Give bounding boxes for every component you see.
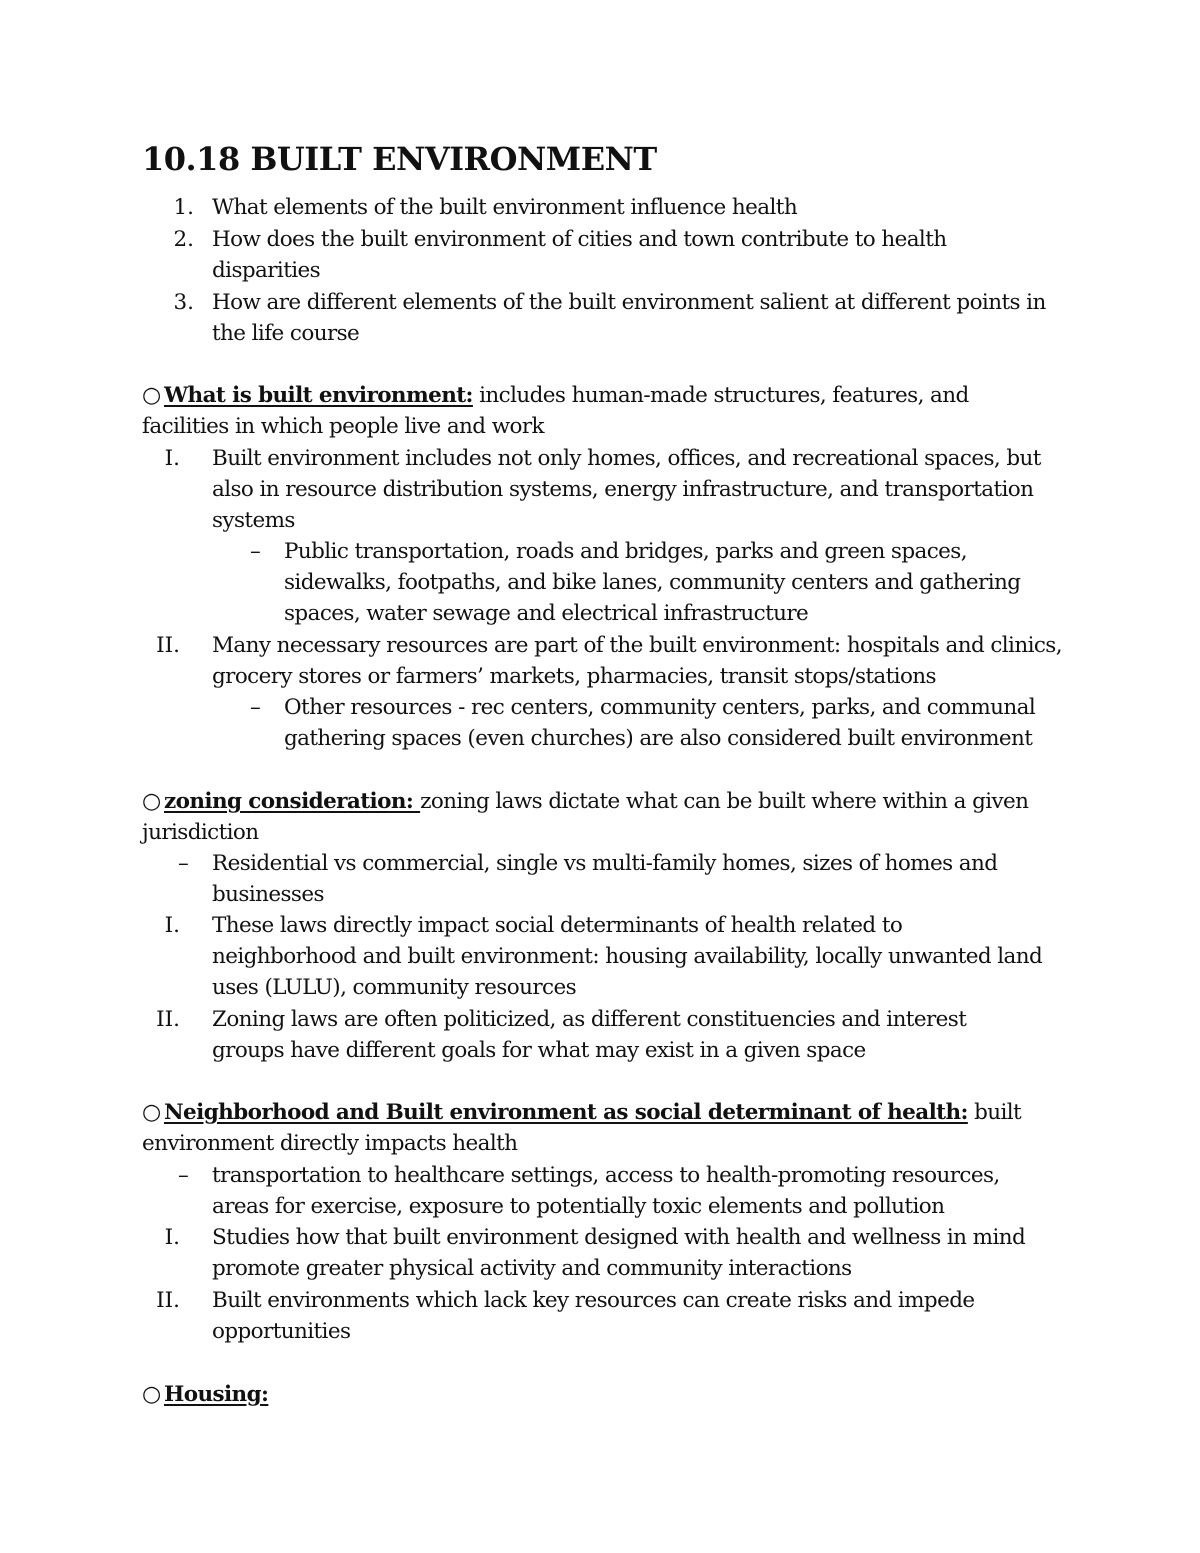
roman-marker: I. — [164, 913, 180, 938]
section-intro-paragraph — [142, 1379, 742, 1410]
roman-marker: I. — [164, 446, 180, 471]
question-number: 3. — [173, 290, 194, 315]
section-intro-paragraph — [142, 1097, 1022, 1159]
roman-marker: II. — [156, 1288, 180, 1313]
question-text: What elements of the built environment influence health — [212, 195, 798, 220]
hollow-bullet-icon: ○ — [142, 1100, 161, 1125]
list-item-text: Many necessary resources are part of the built environment: hospitals and clinics, grocery stores or farmers’ markets, pharmacies, transit stops/stations — [212, 633, 1062, 689]
dash-marker: – — [178, 1163, 189, 1188]
question-number: 2. — [173, 227, 194, 252]
section-intro: zoning laws dictate what can be built where within a given jurisdiction — [142, 789, 1029, 845]
roman-marker: II. — [156, 1007, 180, 1032]
section-intro: built environment directly impacts health — [142, 1100, 1022, 1156]
roman-marker: I. — [164, 1225, 180, 1250]
list-item-text: These laws directly impact social determinants of health related to neighborhood and built environment: housing availability, locally unwanted land uses (LULU), community resources — [212, 913, 1043, 1000]
page-title: 10.18 BUILT ENVIRONMENT — [142, 140, 657, 178]
section-intro: includes human-made structures, features, and facilities in which people live and work — [142, 383, 969, 439]
question-number: 1. — [173, 195, 194, 220]
list-item-text: transportation to healthcare settings, access to health-promoting resources, areas for exercise, exposure to potentially toxic elements and pollution — [212, 1163, 1000, 1219]
list-item-text: Zoning laws are often politicized, as different constituencies and interest groups have different goals for what may exist in a given space — [212, 1007, 967, 1063]
hollow-bullet-icon: ○ — [142, 789, 161, 814]
list-item-text: Residential vs commercial, single vs multi-family homes, sizes of homes and businesses — [212, 851, 998, 907]
list-item-text: Built environment includes not only homes, offices, and recreational spaces, but also in resource distribution systems, energy infrastructure, and transportation systems — [212, 446, 1041, 533]
dash-marker: – — [250, 695, 261, 720]
section-heading: Neighborhood and Built environment as social determinant of health: — [164, 1100, 968, 1125]
hollow-bullet-icon: ○ — [142, 1382, 161, 1407]
question-text: How does the built environment of cities and town contribute to health disparities — [212, 227, 947, 283]
list-item-text: Studies how that built environment designed with health and wellness in mind promote greater physical activity and community interactions — [212, 1225, 1026, 1281]
list-item-text: Public transportation, roads and bridges, parks and green spaces, sidewalks, footpaths, and bike lanes, community centers and gathering spaces, water sewage and electrical infrastructure — [284, 539, 1021, 626]
question-text: How are different elements of the built environment salient at different points in the life course — [212, 290, 1046, 346]
section-heading: What is built environment: — [164, 383, 473, 408]
section-heading: Housing: — [164, 1382, 269, 1407]
section-intro-paragraph — [142, 786, 1042, 848]
list-item-text: Built environments which lack key resources can create risks and impede opportunities — [212, 1288, 975, 1344]
section-heading: zoning consideration: — [164, 789, 421, 814]
roman-marker: II. — [156, 633, 180, 658]
section-intro-paragraph — [142, 380, 1002, 442]
dash-marker: – — [250, 539, 261, 564]
dash-marker: – — [178, 851, 189, 876]
hollow-bullet-icon: ○ — [142, 383, 161, 408]
list-item-text: Other resources - rec centers, community centers, parks, and communal gathering spaces (even churches) are also considered built environment — [284, 695, 1036, 751]
